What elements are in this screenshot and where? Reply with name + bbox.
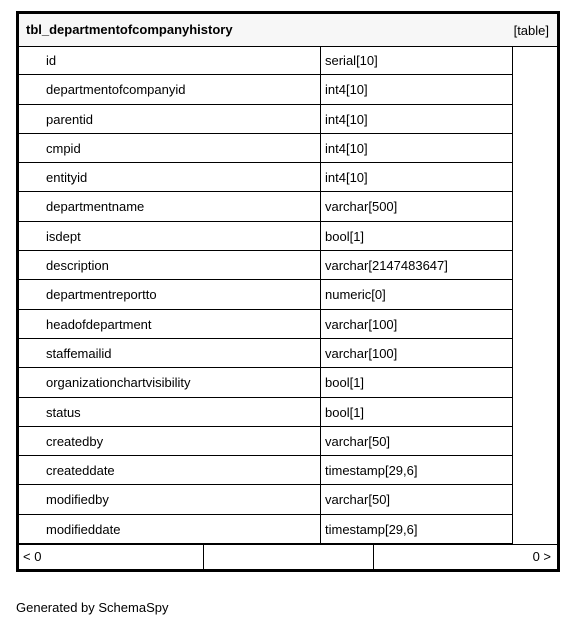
column-name: createdby [19,427,321,456]
column-name: departmentname [19,192,321,221]
generated-by-note: Generated by SchemaSpy [16,600,169,615]
column-type: varchar[2147483647] [321,251,513,280]
column-row [19,339,557,368]
column-type: varchar[100] [321,339,513,368]
column-name: description [19,251,321,280]
column-row [19,192,557,221]
table-header [19,14,557,47]
column-type: int4[10] [321,134,513,163]
column-type: bool[1] [321,222,513,251]
column-name: parentid [19,105,321,134]
column-type: numeric[0] [321,280,513,309]
column-row [19,222,557,251]
column-name: id [19,46,321,75]
column-name: organizationchartvisibility [19,368,321,397]
table-footer [19,544,557,569]
column-type: varchar[100] [321,310,513,339]
column-name: isdept [19,222,321,251]
column-row [19,280,557,309]
column-row [19,75,557,104]
table-node [16,11,560,572]
table-kind-label: [table] [513,23,549,38]
column-row [19,368,557,397]
column-type: timestamp[29,6] [321,515,513,544]
column-row [19,485,557,514]
column-name: headofdepartment [19,310,321,339]
column-type: varchar[500] [321,192,513,221]
column-name: modifieddate [19,515,321,544]
column-row [19,427,557,456]
column-row [19,515,557,544]
column-row [19,456,557,485]
column-type: bool[1] [321,398,513,427]
column-row [19,310,557,339]
parents-count: < 0 [19,545,204,569]
column-name: staffemailid [19,339,321,368]
column-name: createddate [19,456,321,485]
table-name: tbl_departmentofcompanyhistory [26,22,233,37]
column-row [19,46,557,75]
column-name: cmpid [19,134,321,163]
column-name: status [19,398,321,427]
column-type: int4[10] [321,105,513,134]
column-type: int4[10] [321,163,513,192]
column-type: timestamp[29,6] [321,456,513,485]
footer-spacer [204,545,374,569]
column-name: modifiedby [19,485,321,514]
column-name: departmentreportto [19,280,321,309]
column-row [19,134,557,163]
children-count: 0 > [532,549,551,564]
column-name: entityid [19,163,321,192]
column-row [19,105,557,134]
column-list [19,46,557,544]
column-type: bool[1] [321,368,513,397]
column-type: varchar[50] [321,427,513,456]
column-type: varchar[50] [321,485,513,514]
column-type: int4[10] [321,75,513,104]
column-row [19,251,557,280]
column-row [19,398,557,427]
column-type: serial[10] [321,46,513,75]
column-name: departmentofcompanyid [19,75,321,104]
column-row [19,163,557,192]
